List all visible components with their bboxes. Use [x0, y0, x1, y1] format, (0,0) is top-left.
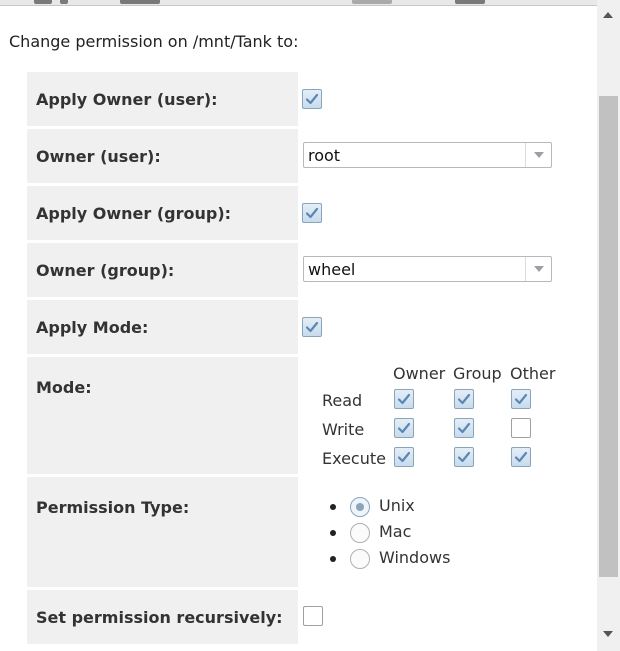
scroll-down-arrow-icon[interactable] [597, 625, 620, 645]
row-owner-group [27, 243, 597, 297]
mode-read-group-checkbox[interactable] [454, 389, 474, 409]
mode-col-other: Other [510, 364, 556, 383]
mac-radio[interactable] [350, 523, 370, 543]
checkmark-icon [397, 450, 411, 464]
checkmark-icon [305, 206, 319, 220]
mode-write-group-checkbox[interactable] [454, 418, 474, 438]
mode-row-execute: Execute [322, 449, 386, 468]
recursive-value [302, 590, 597, 644]
owner-user-label: Owner (user): [27, 129, 298, 183]
unix-radio[interactable] [350, 497, 370, 517]
apply-owner-user-checkbox[interactable] [302, 89, 322, 109]
strip-fragment [455, 0, 485, 4]
vertical-scrollbar[interactable] [597, 0, 620, 651]
owner-user-select-value: root [308, 146, 341, 165]
row-owner-user [27, 129, 597, 183]
owner-group-select[interactable] [303, 256, 552, 282]
checkmark-icon [457, 421, 471, 435]
mode-col-owner: Owner [393, 364, 446, 383]
strip-fragment [120, 0, 160, 4]
row-permission-type [27, 477, 597, 587]
permission-dialog-body [0, 6, 597, 651]
permission-type-options [302, 477, 597, 587]
apply-owner-user-label: Apply Owner (user): [27, 72, 298, 126]
bullet-icon [330, 530, 336, 536]
bullet-icon [330, 504, 336, 510]
chevron-down-icon[interactable] [525, 143, 551, 167]
mode-execute-group-checkbox[interactable] [454, 447, 474, 467]
row-mode [27, 357, 597, 474]
dialog-intro-text: Change permission on /mnt/Tank to: [9, 32, 299, 51]
mode-grid [302, 357, 597, 474]
windows-radio[interactable] [350, 549, 370, 569]
mode-col-group: Group [453, 364, 502, 383]
bullet-icon [330, 556, 336, 562]
windows-radio-label: Windows [379, 548, 451, 567]
scrollbar-thumb[interactable] [599, 96, 618, 577]
mode-execute-other-checkbox[interactable] [511, 447, 531, 467]
row-apply-mode [27, 300, 597, 354]
apply-owner-group-checkbox[interactable] [302, 203, 322, 223]
checkmark-icon [397, 392, 411, 406]
checkmark-icon [305, 92, 319, 106]
checkmark-icon [397, 421, 411, 435]
row-recursive [27, 590, 597, 644]
mode-write-owner-checkbox[interactable] [394, 418, 414, 438]
owner-user-value [302, 129, 597, 183]
mode-write-other-checkbox[interactable] [511, 418, 531, 438]
checkmark-icon [457, 392, 471, 406]
checkmark-icon [514, 392, 528, 406]
mode-row-write: Write [322, 420, 365, 439]
owner-group-select-value: wheel [308, 260, 356, 279]
mode-row-read: Read [322, 391, 363, 410]
owner-group-value [302, 243, 597, 297]
recursive-label: Set permission recursively: [27, 590, 298, 644]
apply-mode-checkbox[interactable] [302, 317, 322, 337]
checkmark-icon [514, 450, 528, 464]
apply-mode-label: Apply Mode: [27, 300, 298, 354]
checkmark-icon [457, 450, 471, 464]
chevron-down-icon[interactable] [525, 257, 551, 281]
permission-type-label: Permission Type: [27, 477, 298, 587]
strip-fragment [60, 0, 68, 4]
recursive-checkbox[interactable] [303, 606, 323, 626]
owner-group-label: Owner (group): [27, 243, 298, 297]
unix-radio-label: Unix [379, 496, 415, 515]
apply-mode-value [302, 300, 597, 354]
row-apply-owner-user [27, 72, 597, 126]
apply-owner-group-value [302, 186, 597, 240]
mode-execute-owner-checkbox[interactable] [394, 447, 414, 467]
mode-read-owner-checkbox[interactable] [394, 389, 414, 409]
checkmark-icon [305, 320, 319, 334]
apply-owner-group-label: Apply Owner (group): [27, 186, 298, 240]
owner-user-select[interactable] [303, 142, 552, 168]
mode-read-other-checkbox[interactable] [511, 389, 531, 409]
strip-fragment [352, 0, 392, 4]
mac-radio-label: Mac [379, 522, 412, 541]
strip-fragment [34, 0, 52, 4]
mode-label: Mode: [27, 357, 298, 474]
apply-owner-user-value [302, 72, 597, 126]
scroll-up-arrow-icon[interactable] [597, 6, 620, 26]
row-apply-owner-group [27, 186, 597, 240]
